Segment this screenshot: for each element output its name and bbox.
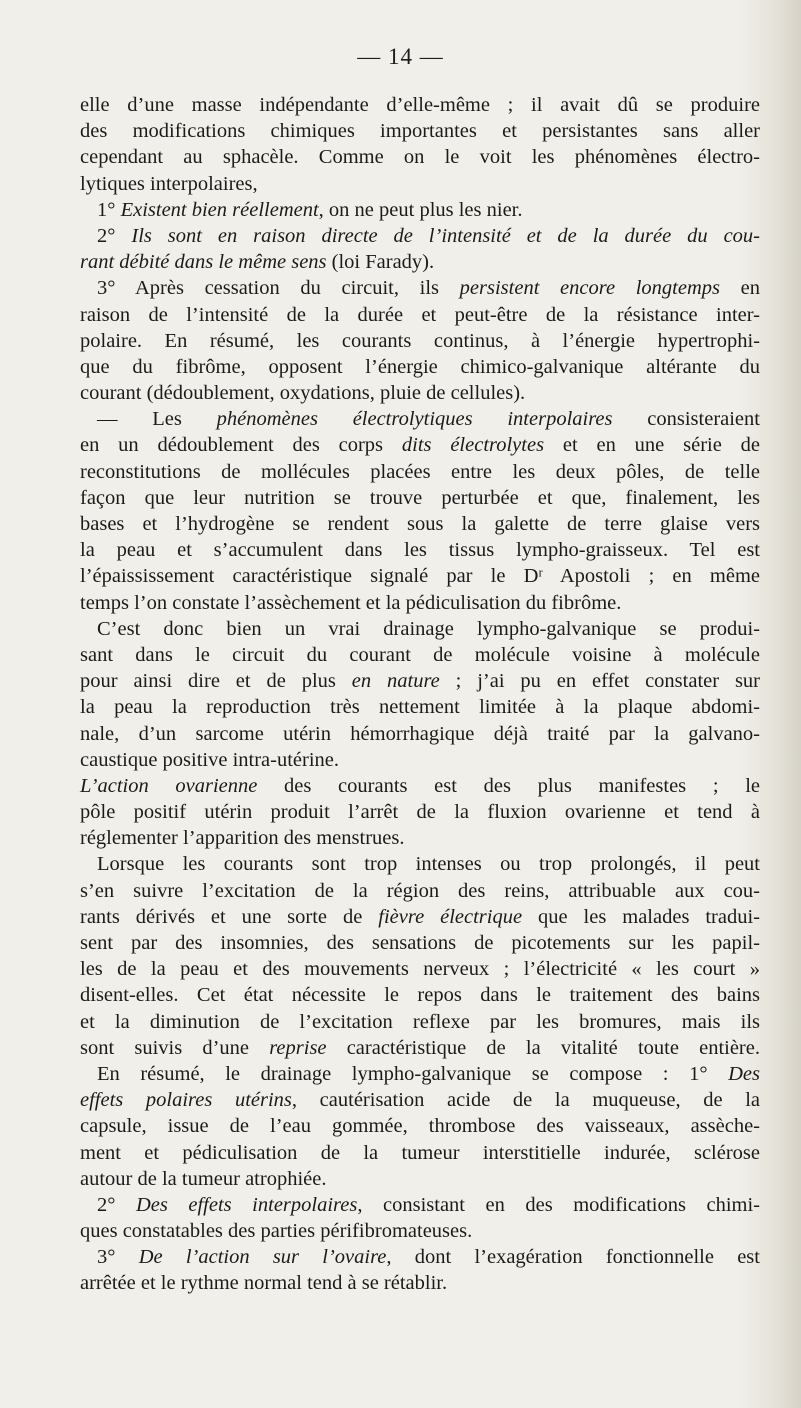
text-segment: 2° xyxy=(97,224,132,247)
text-segment: fièvre électrique xyxy=(378,905,523,928)
text-line xyxy=(80,982,760,1008)
text-line xyxy=(80,406,760,432)
text-segment: lytiques interpolaires, xyxy=(80,172,258,195)
text-segment: façon que leur nutrition se trouve perturbée et que, finalement, les xyxy=(80,486,760,509)
text-segment: 2° xyxy=(97,1193,136,1216)
text-line xyxy=(80,328,760,354)
text-segment: en xyxy=(719,277,760,300)
text-line xyxy=(80,878,760,904)
text-line xyxy=(80,537,760,563)
text-segment: raison de l’intensité de la durée et peut-être de la résistance inter- xyxy=(80,303,760,326)
text-segment: sont suivis d’une xyxy=(80,1036,270,1059)
body-text xyxy=(80,92,760,1297)
text-line xyxy=(80,642,760,668)
text-line xyxy=(80,1140,760,1166)
text-line xyxy=(80,223,760,249)
text-line xyxy=(80,747,760,773)
text-line xyxy=(80,354,760,380)
text-line xyxy=(80,825,760,851)
text-segment: sent par des insomnies, des sensations de picotements sur les papil- xyxy=(80,932,760,954)
text-line xyxy=(80,197,760,223)
text-segment: capsule, issue de l’eau gommée, thrombose des vaisseaux, assèche- xyxy=(80,1115,760,1138)
text-segment: en un dédoublement des corps xyxy=(80,434,402,457)
text-segment: Existent bien réellement xyxy=(120,198,319,221)
text-segment: la peau la reproduction très nettement limitée à la plaque abdomi- xyxy=(80,696,760,719)
text-segment: , cautérisation acide de la muqueuse, de la xyxy=(291,1089,760,1112)
text-segment: En résumé, le drainage lympho-galvanique se compose : 1° xyxy=(97,1062,729,1085)
text-line xyxy=(80,956,760,982)
text-line xyxy=(80,459,760,485)
text-line xyxy=(80,275,760,301)
text-segment: persistent encore longtemps xyxy=(459,277,720,300)
text-segment: caractéristique de la vitalité toute entière. xyxy=(326,1036,760,1059)
text-segment: ; j’ai pu en effet constater sur xyxy=(439,670,760,693)
text-line xyxy=(80,1218,760,1244)
text-segment: reconstitutions de mollécules placées entre les deux pôles, de telle xyxy=(80,460,760,483)
text-line xyxy=(80,930,760,956)
text-segment: 1° xyxy=(97,198,121,221)
text-line xyxy=(80,1113,760,1139)
text-line xyxy=(80,1192,760,1218)
text-line xyxy=(80,1244,760,1270)
text-segment: réglementer l’apparition des menstrues. xyxy=(80,827,405,850)
text-segment: polaire. En résumé, les courants continus, à l’énergie hypertrophi- xyxy=(80,329,760,352)
text-line xyxy=(80,1270,760,1296)
text-line xyxy=(80,721,760,747)
text-segment: que les malades tradui- xyxy=(522,905,761,928)
text-segment: des modifications chimiques importantes et persistantes sans aller xyxy=(80,120,760,143)
text-line xyxy=(80,1009,760,1035)
text-segment: 3° Après cessation du circuit, ils xyxy=(97,277,460,300)
text-line xyxy=(80,1035,760,1061)
text-segment: rant débité dans le même sens xyxy=(80,251,327,274)
text-segment: consisteraient xyxy=(612,408,760,431)
text-segment: effets polaires utérins xyxy=(80,1089,292,1112)
text-segment: C’est donc bien un vrai drainage lympho-galvanique se produi- xyxy=(97,617,760,640)
text-segment: , dont l’exagération fonctionnelle est xyxy=(386,1246,760,1269)
text-line xyxy=(80,511,760,537)
text-segment: disent-elles. Cet état nécessite le repos dans le traitement des bains xyxy=(80,984,760,1007)
text-segment: cependant au sphacèle. Comme on le voit les phénomènes électro- xyxy=(80,146,760,169)
text-segment: , consistant en des modifications chimi- xyxy=(357,1193,761,1216)
text-segment: nale, d’un sarcome utérin hémorrhagique déjà traité par la galvano- xyxy=(80,722,760,745)
text-segment: des courants est des plus manifestes ; le xyxy=(257,774,760,797)
text-segment: Ils sont en raison directe de l’intensité et de la durée du cou- xyxy=(131,224,760,247)
text-segment: 3° xyxy=(97,1246,139,1269)
text-segment: pour ainsi dire et de plus xyxy=(80,670,352,693)
text-segment: bases et l’hydrogène se rendent sous la galette de terre glaise vers xyxy=(80,513,760,535)
text-line xyxy=(80,432,760,458)
text-segment: reprise xyxy=(269,1036,327,1059)
text-line xyxy=(80,694,760,720)
text-segment: caustique positive intra-utérine. xyxy=(80,748,340,771)
text-segment: Des xyxy=(728,1062,760,1085)
text-segment: arrêtée et le rythme normal tend à se rétablir. xyxy=(80,1272,448,1295)
text-line xyxy=(80,563,760,589)
text-segment: l’épaississement caractéristique signalé par le Dʳ Apostoli ; en même xyxy=(80,565,760,588)
text-line xyxy=(80,144,760,170)
text-line xyxy=(80,1061,760,1087)
text-line xyxy=(80,851,760,877)
text-segment: autour de la tumeur atrophiée. xyxy=(80,1167,327,1190)
text-segment: De l’action sur l’ovaire xyxy=(138,1246,387,1269)
text-segment: courant (dédoublement, oxydations, pluie de cellules). xyxy=(80,382,526,405)
text-line xyxy=(80,799,760,825)
text-line xyxy=(80,485,760,511)
text-line xyxy=(80,773,760,799)
text-line xyxy=(80,1087,760,1113)
text-line xyxy=(80,616,760,642)
text-line xyxy=(80,668,760,694)
text-line xyxy=(80,92,760,118)
text-segment: et en une série de xyxy=(544,434,760,457)
text-line xyxy=(80,380,760,406)
text-segment: , on ne peut plus les nier. xyxy=(318,198,523,221)
text-line xyxy=(80,302,760,328)
text-line xyxy=(80,118,760,144)
text-segment: L’action ovarienne xyxy=(80,774,258,797)
text-line xyxy=(80,1166,760,1192)
text-segment: ques constatables des parties périfibromateuses. xyxy=(80,1220,473,1243)
text-segment: dits électrolytes xyxy=(401,434,545,457)
text-segment: Lorsque les courants sont trop intenses ou trop prolongés, il peut xyxy=(97,853,760,876)
text-segment: et la diminution de l’excitation reflexe par les bromures, mais ils xyxy=(80,1010,760,1033)
text-line xyxy=(80,904,760,930)
text-line xyxy=(80,590,760,616)
text-segment: — Les xyxy=(97,408,217,431)
page-number: — 14 — xyxy=(357,44,444,69)
text-line xyxy=(80,171,760,197)
text-segment: la peau et s’accumulent dans les tissus lympho-graisseux. Tel est xyxy=(80,539,760,562)
text-segment: que du fibrôme, opposent l’énergie chimico-galvanique altérante du xyxy=(80,355,760,378)
text-segment: elle d’une masse indépendante d’elle-même ; il avait dû se produire xyxy=(80,94,760,116)
text-line xyxy=(80,249,760,275)
text-segment: (loi Farady). xyxy=(326,251,435,274)
text-segment: s’en suivre l’excitation de la région des reins, attribuable aux cou- xyxy=(80,879,760,902)
text-segment: les de la peau et des mouvements nerveux ; l’électricité « les court » xyxy=(80,958,760,981)
text-segment: temps l’on constate l’assèchement et la pédiculisation du fibrôme. xyxy=(80,591,622,614)
text-segment: ment et pédiculisation de la tumeur interstitielle indurée, sclérose xyxy=(80,1141,760,1164)
text-segment: en nature xyxy=(351,670,440,693)
text-segment: sant dans le circuit du courant de molécule voisine à molécule xyxy=(80,643,760,666)
text-segment: rants dérivés et une sorte de xyxy=(80,905,379,928)
text-segment: pôle positif utérin produit l’arrêt de la fluxion ovarienne et tend à xyxy=(80,801,760,824)
text-segment: phénomènes électrolytiques interpolaires xyxy=(216,408,613,431)
text-segment: Des effets interpolaires xyxy=(135,1193,358,1216)
